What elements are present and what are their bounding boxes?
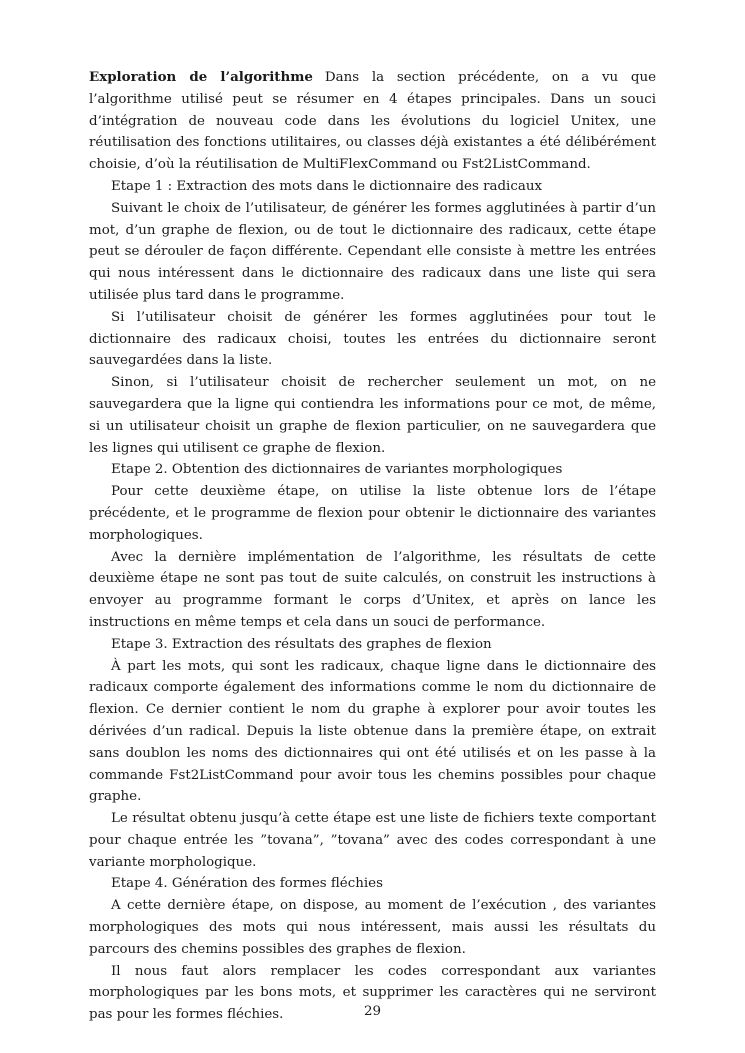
step-3-paragraph-2: Le résultat obtenu jusqu’à cette étape est une liste de fichiers texte comportant pour chaque entrée les ”tovana”, ”tovana” avec des codes correspondant à une variante morphologique. (89, 811, 656, 870)
step-4-paragraph-2: Il nous faut alors remplacer les codes correspondant aux variantes morphologiques par les bons mots, et supprimer les caractères qui ne serviront pas pour les formes fléchies. (89, 963, 656, 1023)
step-1-title: Etape 1 : Extraction des mots dans le dictionnaire des radicaux (111, 178, 542, 194)
page-number: 29 (363, 1004, 382, 1019)
page-body (89, 67, 656, 1026)
step-2-paragraph-2: Avec la dernière implémentation de l’algorithme, les résultats de cette deuxième étape ne sont pas tout de suite calculés, on construit les instructions à envoyer au programme formant le corps d’Unitex, et après on lance les instructions en même temps et cela dans un souci de performance. (89, 549, 656, 630)
step-2-paragraph-1: Pour cette deuxième étape, on utilise la liste obtenue lors de l’étape précédente, et le programme de flexion pour obtenir le dictionnaire des variantes morphologiques. (89, 484, 656, 543)
step-3-paragraph-1: À part les mots, qui sont les radicaux, chaque ligne dans le dictionnaire des radicaux comporte également des informations comme le nom du dictionnaire de flexion. Ce dernier contient le nom du graphe à explorer pour avoir toutes les dérivées d’un radical. Depuis la liste obtenue dans la première étape, on extrait sans doublon les noms des dictionnaires qui ont été utilisés et on les passe à la commande Fst2ListCommand pour avoir tous les chemins possibles pour chaque graphe. (89, 658, 656, 805)
step-1-paragraph-2: Si l’utilisateur choisit de générer les formes agglutinées pour tout le dictionnaire des radicaux choisi, toutes les entrées du dictionnaire seront sauvegardées dans la liste. (89, 309, 656, 369)
step-1-paragraph-1: Suivant le choix de l’utilisateur, de générer les formes agglutinées à partir d’un mot, d’un graphe de flexion, ou de tout le dictionnaire des radicaux, cette étape peut se dérouler de façon différente. Cependant elle consiste à mettre les entrées qui nous intéressent dans le dictionnaire des radicaux dans une liste qui sera utilisée plus tard dans le programme. (89, 200, 656, 303)
step-1-paragraph-3: Sinon, si l’utilisateur choisit de rechercher seulement un mot, on ne sauvegardera que la ligne qui contiendra les informations pour ce mot, de même, si un utilisateur choisit un graphe de flexion particulier, on ne sauvegardera que les lignes qui utilisent ce graphe de flexion. (89, 375, 656, 456)
paragraph-heading: Exploration de l’algorithme (89, 69, 313, 85)
step-2-title: Etape 2. Obtention des dictionnaires de variantes morphologiques (111, 462, 563, 478)
step-4-paragraph-1: A cette dernière étape, on dispose, au moment de l’exécution , des variantes morphologiques des mots qui nous intéressent, mais aussi les résultats du parcours des chemins possibles des graphes de flexion. (89, 898, 656, 957)
intro-text: Dans la section précédente, on a vu que l’algorithme utilisé peut se résumer en 4 étapes principales. Dans un souci d’intégration de nouveau code dans les évolutions du logiciel Unitex, une réutilisation des fonctions utilitaires, ou classes déjà existantes a été délibérément choisie, d’où la réutilisation de MultiFlexCommand ou Fst2ListCommand. (89, 70, 656, 173)
step-4-title: Etape 4. Génération des formes fléchies (111, 876, 383, 892)
step-3-title: Etape 3. Extraction des résultats des graphes de flexion (111, 636, 492, 652)
intro-paragraph (89, 67, 656, 176)
